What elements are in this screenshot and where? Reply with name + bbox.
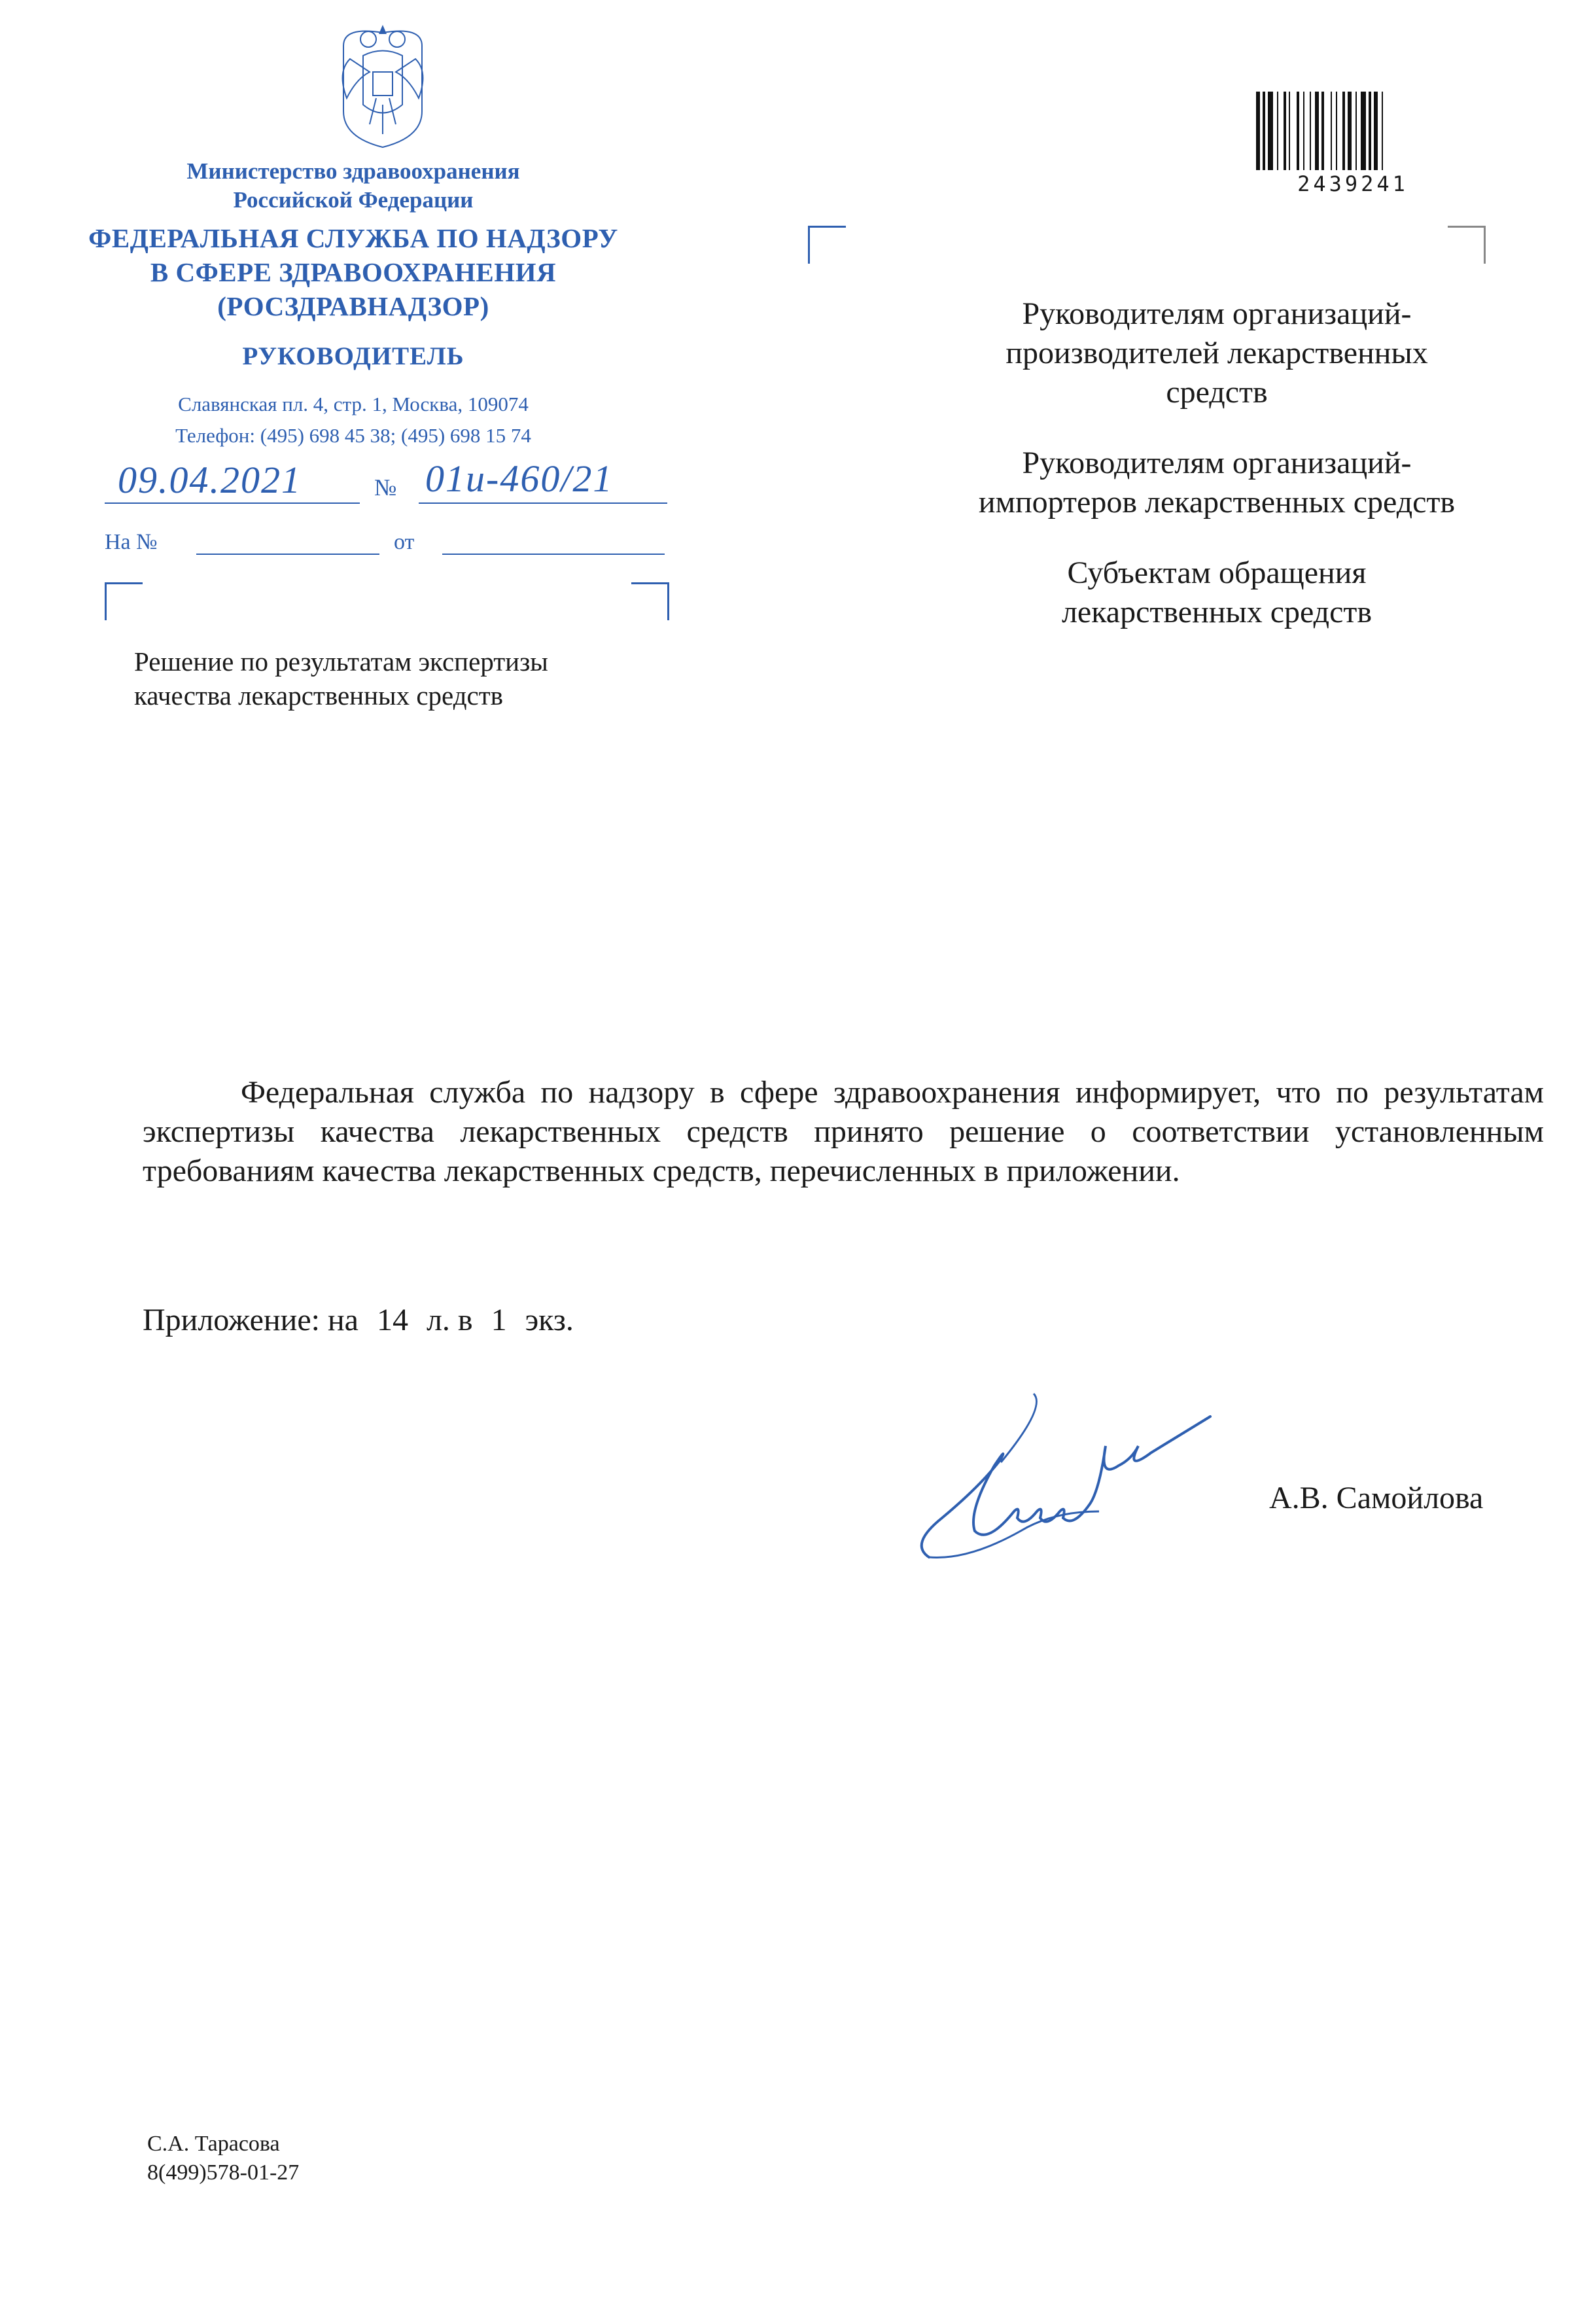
appendix-sheets-unit: л. в — [426, 1303, 473, 1337]
coat-of-arms-icon — [324, 20, 442, 150]
from-line — [442, 554, 665, 555]
from-label: от — [394, 530, 415, 554]
registration-date: 09.04.2021 — [118, 459, 302, 501]
service-line: (РОСЗДРАВНАДЗОР) — [217, 291, 489, 321]
date-underline — [105, 502, 360, 504]
bracket-corner — [1448, 226, 1486, 264]
barcode-bar — [1297, 92, 1299, 170]
recipient-line: Руководителям организаций- — [1022, 446, 1412, 480]
barcode-bar — [1289, 92, 1290, 170]
barcode-bar — [1369, 92, 1371, 170]
body-paragraph: Федеральная служба по надзору в сфере здравоохранения информирует, что по результатам экспертизы качества лекарственных средств принято решение о соответствии установленным требованиям качества лекарственных средств, перечисленных в приложении. — [143, 1075, 1544, 1188]
registration-number: 01и-460/21 — [425, 457, 614, 500]
barcode-bar — [1336, 92, 1337, 170]
ministry-line: Министерство здравоохранения — [186, 158, 520, 184]
barcode-bar — [1331, 92, 1332, 170]
recipient-line: лекарственных средств — [1061, 595, 1372, 629]
recipient-line: импортеров лекарственных средств — [978, 485, 1456, 519]
barcode-bar — [1263, 92, 1265, 170]
bracket-corner — [631, 582, 669, 620]
reply-to-line — [196, 554, 379, 555]
recipient-line: производителей лекарственных — [1005, 336, 1428, 370]
barcode-bar — [1268, 92, 1273, 170]
handwritten-signature — [903, 1381, 1269, 1570]
executor-contact — [147, 2130, 299, 2187]
barcode-bar — [1310, 92, 1311, 170]
recipient-line: Субъектам обращения — [1067, 555, 1367, 590]
number-sign: № — [374, 474, 397, 501]
phone: Телефон: (495) 698 45 38; (495) 698 15 74 — [175, 424, 531, 447]
barcode-bar — [1284, 92, 1286, 170]
appendix-sheets: 14 — [376, 1303, 408, 1337]
body-text — [143, 1073, 1544, 1191]
service-line: ФЕДЕРАЛЬНАЯ СЛУЖБА ПО НАДЗОРУ — [88, 223, 618, 253]
barcode-bar — [1342, 92, 1345, 170]
ministry-name — [65, 157, 641, 215]
recipient-line: средств — [1166, 375, 1268, 410]
barcode-bar — [1321, 92, 1324, 170]
appendix-copies: 1 — [491, 1303, 507, 1337]
bracket-corner — [808, 226, 846, 264]
barcode — [1255, 92, 1451, 170]
executor-name: С.А. Тарасова — [147, 2132, 280, 2156]
barcode-bar — [1303, 92, 1304, 170]
subject-line: Решение по результатам экспертизы — [134, 646, 548, 677]
barcode-bar — [1374, 92, 1378, 170]
recipient-line: Руководителям организаций- — [1022, 296, 1412, 331]
subject — [134, 644, 697, 713]
subject-line: качества лекарственных средств — [134, 680, 504, 711]
head-title: РУКОВОДИТЕЛЬ — [242, 342, 464, 370]
barcode-bar — [1355, 92, 1357, 170]
barcode-bar — [1315, 92, 1319, 170]
service-name — [65, 221, 641, 323]
executor-phone: 8(499)578-01-27 — [147, 2160, 300, 2185]
bracket-corner — [105, 582, 143, 620]
recipient — [903, 294, 1531, 412]
recipient — [903, 554, 1531, 632]
appendix-label: Приложение: на — [143, 1303, 358, 1337]
recipients — [903, 294, 1531, 663]
ministry-line: Российской Федерации — [233, 187, 474, 213]
reply-to-label: На № — [105, 530, 158, 554]
appendix — [143, 1302, 584, 1338]
barcode-bar — [1277, 92, 1278, 170]
signer-name: А.В. Самойлова — [1269, 1481, 1484, 1515]
barcode-bar — [1361, 92, 1366, 170]
barcode-number: 2439241 — [1297, 171, 1408, 196]
service-line: В СФЕРЕ ЗДРАВООХРАНЕНИЯ — [150, 257, 557, 287]
appendix-copies-unit: экз. — [525, 1303, 574, 1337]
barcode-bar — [1348, 92, 1352, 170]
recipient — [903, 444, 1531, 522]
number-underline — [419, 502, 667, 504]
barcode-bar — [1256, 92, 1260, 170]
address: Славянская пл. 4, стр. 1, Москва, 109074 — [178, 393, 529, 415]
barcode-bar — [1382, 92, 1383, 170]
